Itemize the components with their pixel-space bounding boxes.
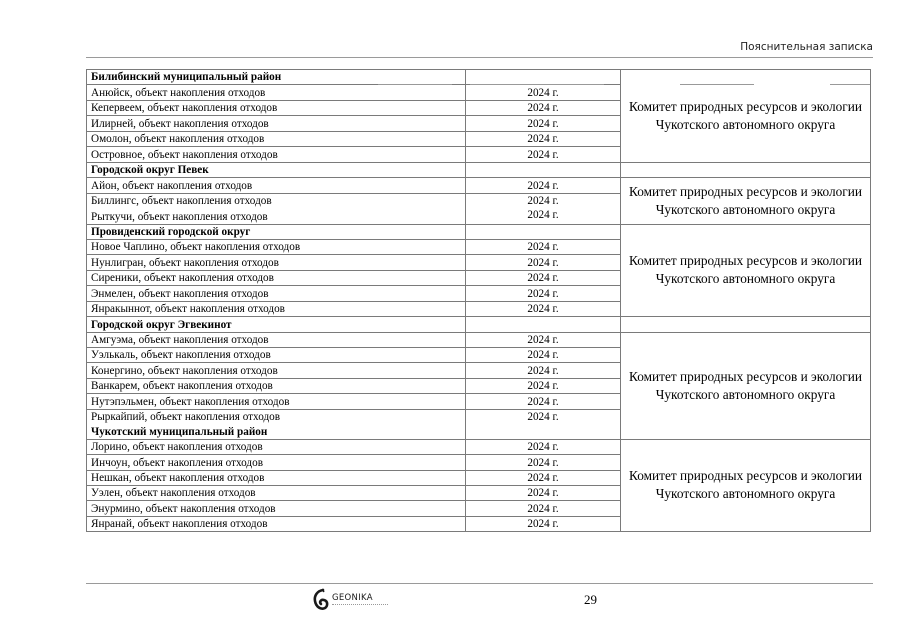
object-year: 2024 г. (466, 116, 621, 131)
object-year-group (466, 193, 621, 224)
geonika-logo (312, 588, 392, 614)
logo-tagline-line (332, 604, 388, 605)
responsible-org-cell: Комитет природных ресурсов и экологии Чукотского автономного округа (621, 70, 871, 163)
object-year: 2024 г. (527, 208, 559, 221)
object-name: Рыткучи, объект накопления отходов (91, 210, 268, 223)
object-year: 2024 г. (466, 255, 621, 270)
section-header-row (87, 224, 871, 239)
object-year: 2024 г. (466, 455, 621, 470)
header-rule-stub (830, 84, 870, 85)
object-name: Омолон, объект накопления отходов (87, 131, 466, 146)
section-year-cell (466, 424, 621, 439)
object-name: Сиреники, объект накопления отходов (87, 270, 466, 285)
object-year: 2024 г. (466, 394, 621, 409)
object-year: 2024 г. (466, 147, 621, 162)
object-name: Айон, объект накопления отходов (87, 178, 466, 193)
geonika-logo-icon (312, 588, 330, 612)
table-row (87, 178, 871, 193)
footer-divider (86, 583, 873, 584)
object-name: Нутэпэльмен, объект накопления отходов (87, 394, 466, 409)
object-year: 2024 г. (466, 378, 621, 393)
responsible-org-cell: Комитет природных ресурсов и экологии Чукотского автономного округа (621, 439, 871, 532)
section-year-cell (466, 224, 621, 239)
object-name: Илирней, объект накопления отходов (87, 116, 466, 131)
object-name: Кепервеем, объект накопления отходов (87, 100, 466, 115)
object-name: Уэлькаль, объект накопления отходов (87, 348, 466, 363)
object-name: Нунлигран, объект накопления отходов (87, 255, 466, 270)
page-number: 29 (584, 592, 597, 607)
object-year: 2024 г. (527, 194, 559, 207)
object-year: 2024 г. (466, 439, 621, 454)
header-rule-stub (378, 84, 452, 85)
object-year: 2024 г. (466, 100, 621, 115)
object-year: 2024 г. (466, 470, 621, 485)
table-row (87, 439, 871, 454)
object-name: Янракыннот, объект накопления отходов (87, 301, 466, 316)
object-name: Конергино, объект накопления отходов (87, 363, 466, 378)
section-header-row (87, 70, 871, 85)
object-name-group (87, 193, 466, 224)
object-name: Ванкарем, объект накопления отходов (87, 378, 466, 393)
responsible-org-cell: Комитет природных ресурсов и экологии Чукотского автономного округа (621, 224, 871, 317)
object-year: 2024 г. (466, 178, 621, 193)
object-name: Островное, объект накопления отходов (87, 147, 466, 162)
logo-wordmark: GEONIKA (332, 593, 373, 603)
header-title: Пояснительная записка (740, 41, 873, 53)
table-row (87, 332, 871, 347)
header-rule-stub (680, 84, 754, 85)
object-year: 2024 г. (466, 363, 621, 378)
section-header-row (87, 317, 871, 332)
object-name: Рыркайпий, объект накопления отходов (87, 409, 466, 424)
header-rule-stub (470, 84, 604, 85)
section-org-cell (621, 317, 871, 332)
object-year: 2024 г. (466, 501, 621, 516)
section-title: Чукотский муниципальный район (87, 424, 466, 439)
object-name: Энмелен, объект накопления отходов (87, 286, 466, 301)
object-year: 2024 г. (466, 286, 621, 301)
object-year: 2024 г. (466, 301, 621, 316)
responsible-org-cell: Комитет природных ресурсов и экологии Чукотского автономного округа (621, 332, 871, 439)
object-name: Янранай, объект накопления отходов (87, 516, 466, 531)
object-name: Энурмино, объект накопления отходов (87, 501, 466, 516)
object-name: Инчоун, объект накопления отходов (87, 455, 466, 470)
object-year: 2024 г. (466, 348, 621, 363)
responsible-org-cell: Комитет природных ресурсов и экологии Чукотского автономного округа (621, 178, 871, 224)
objects-table (86, 69, 871, 532)
section-org-cell (621, 162, 871, 177)
section-title: Городской округ Певек (87, 162, 466, 177)
object-name: Биллингс, объект накопления отходов (91, 194, 272, 207)
object-year: 2024 г. (466, 131, 621, 146)
object-name: Новое Чаплино, объект накопления отходов (87, 239, 466, 254)
header-divider (86, 57, 873, 58)
object-year: 2024 г. (466, 516, 621, 531)
object-name: Уэлен, объект накопления отходов (87, 485, 466, 500)
section-year-cell (466, 317, 621, 332)
object-year: 2024 г. (466, 485, 621, 500)
section-title: Провиденский городской округ (87, 224, 466, 239)
object-name: Лорино, объект накопления отходов (87, 439, 466, 454)
section-year-cell (466, 70, 621, 85)
object-year: 2024 г. (466, 239, 621, 254)
object-year: 2024 г. (466, 332, 621, 347)
object-name: Анюйск, объект накопления отходов (87, 85, 466, 100)
object-year: 2024 г. (466, 270, 621, 285)
object-name: Нешкан, объект накопления отходов (87, 470, 466, 485)
section-year-cell (466, 162, 621, 177)
object-name: Амгуэма, объект накопления отходов (87, 332, 466, 347)
object-year: 2024 г. (466, 409, 621, 424)
section-header-row (87, 162, 871, 177)
section-title: Городской округ Эгвекинот (87, 317, 466, 332)
object-year: 2024 г. (466, 85, 621, 100)
section-title: Билибинский муниципальный район (87, 70, 466, 85)
